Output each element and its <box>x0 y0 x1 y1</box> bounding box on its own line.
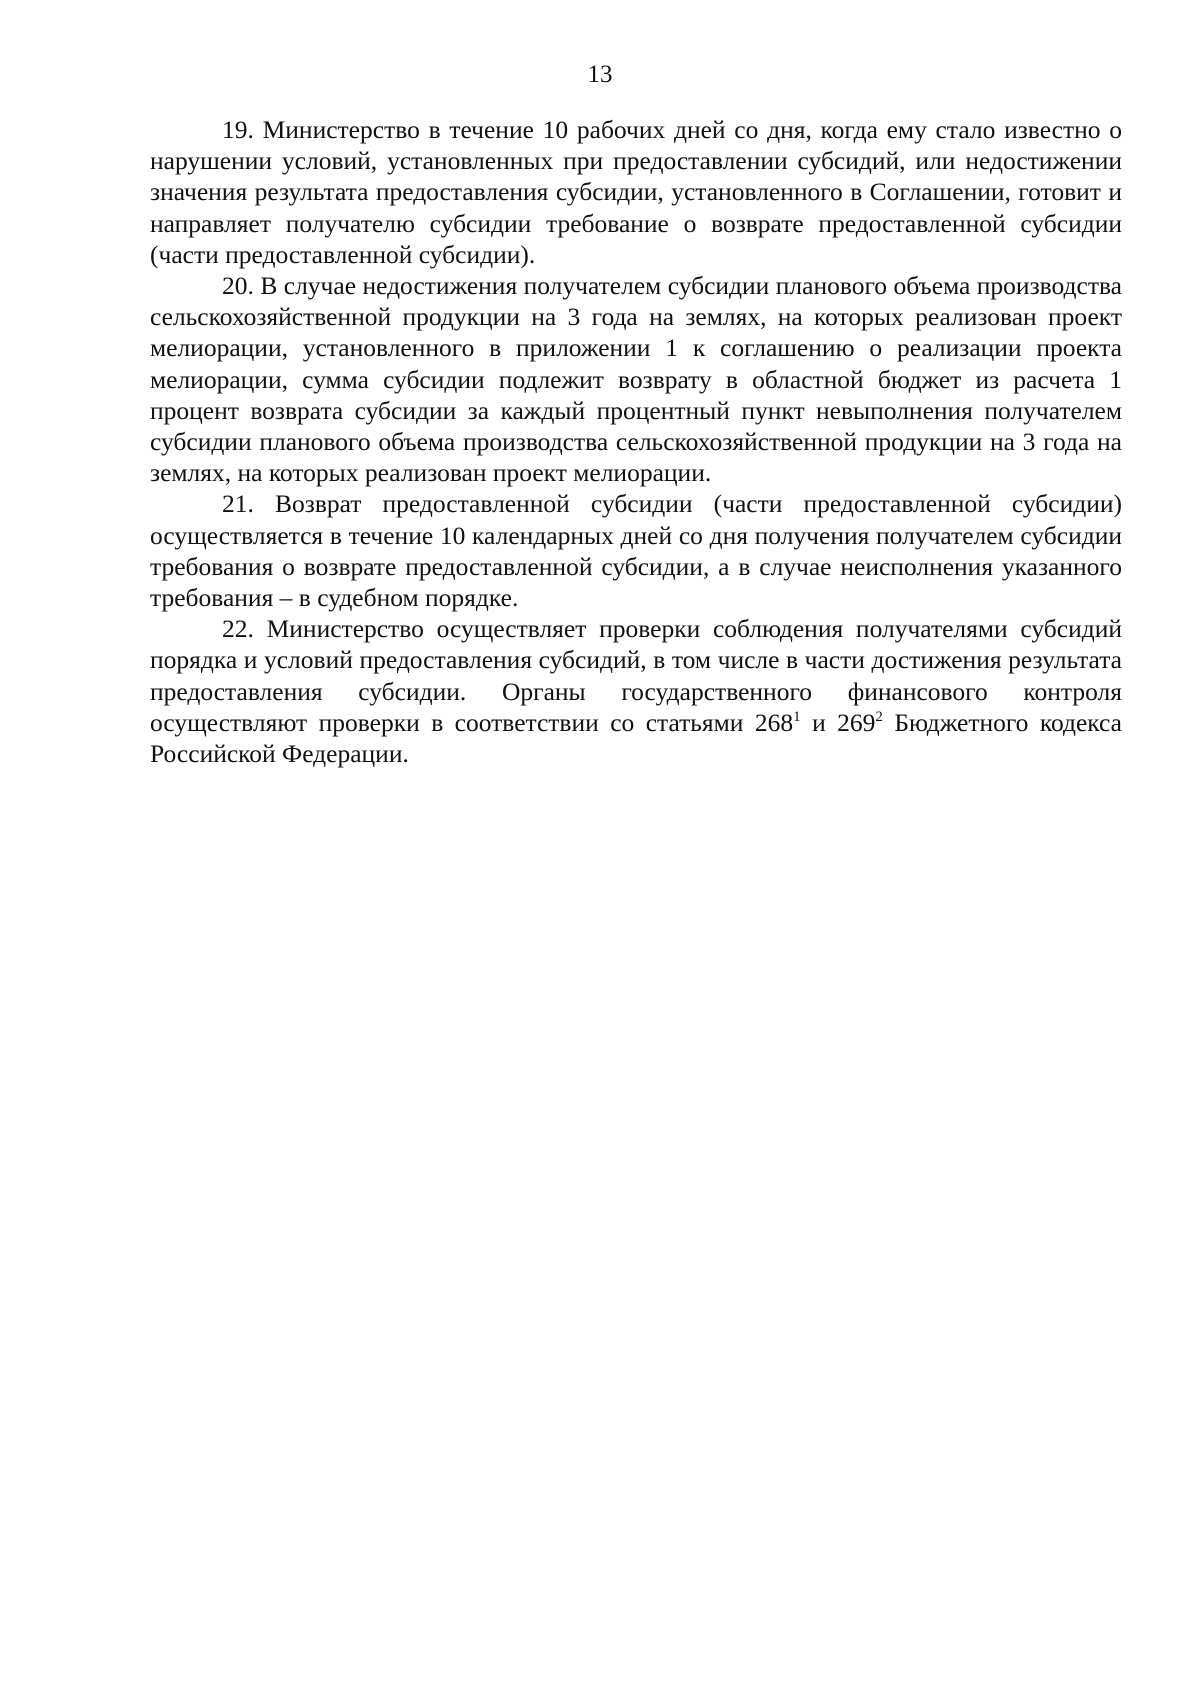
paragraph-22 <box>150 613 1122 769</box>
paragraph-22-text-c: Бюджетного кодекса Российской Федерации. <box>150 707 1122 769</box>
superscript-2: 2 <box>875 708 883 725</box>
page-number: 13 <box>587 61 613 88</box>
paragraph-21: 21. Возврат предоставленной субсидии (части предоставленной субсидии) осуществляется в течение 10 календарных дней со дня получения получателем субсидии требования о возврате предоставленной субсидии, а в случае неисполнения указанного требования – в судебном порядке. <box>150 489 1122 613</box>
superscript-1: 1 <box>793 708 801 725</box>
paragraph-22-text-b: и 269 <box>800 707 876 737</box>
document-body <box>150 114 1122 769</box>
paragraph-20: 20. В случае недостижения получателем субсидии планового объема производства сельскохозяйственной продукции на 3 года на землях, на которых реализован проект мелиорации, установленного в приложении 1 к соглашению о реализации проекта мелиорации, сумма субсидии подлежит возврату в областной бюджет из расчета 1 процент возврата субсидии за каждый процентный пункт невыполнения получателем субсидии планового объема производства сельскохозяйственной продукции на 3 года на землях, на которых реализован проект мелиорации. <box>150 271 1122 488</box>
paragraph-19: 19. Министерство в течение 10 рабочих дней со дня, когда ему стало известно о нарушении условий, установленных при предоставлении субсидий, или недостижении значения результата предоставления субсидии, установленного в Соглашении, готовит и направляет получателю субсидии требование о возврате предоставленной субсидии (части предоставленной субсидии). <box>150 115 1122 269</box>
paragraph-22-text-a: 22. Министерство осуществляет проверки соблюдения получателями субсидий порядка и условий предоставления субсидий, в том числе в части достижения результата предоставления субсидии. Органы государственного финансового контроля осуществляют проверки в соответствии со статьями 268 <box>150 614 1122 737</box>
